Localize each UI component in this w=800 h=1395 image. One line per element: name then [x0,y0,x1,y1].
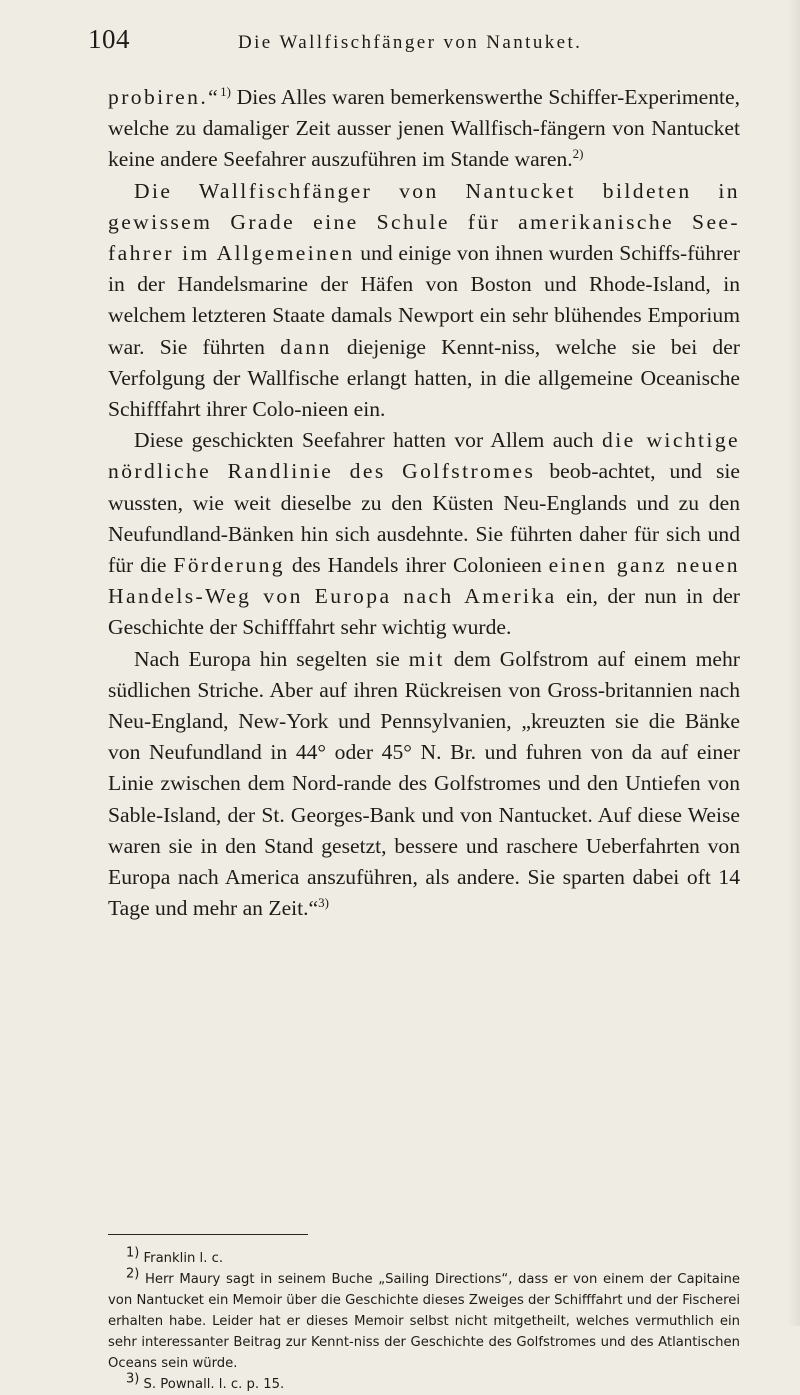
footnote-mark: 1) [126,1245,140,1261]
paragraph-3-text: Diese geschickten Seefahrer hatten vor Allem auch [134,428,603,453]
footnotes [108,1245,741,1395]
paragraph-1-text: Dies Alles waren bemerkenswerthe Schiffer-Experimente, welche zu damaliger Zeit ausser jenen Wallfisch-fängern von Nantucket keine andere Seefahrer auszuführen im Stande waren. [108,85,740,172]
footnote-mark: 2) [126,1266,140,1282]
footnote-text: Franklin l. c. [143,1251,224,1266]
footnote-1 [108,1245,740,1269]
footnote-3 [108,1371,740,1395]
emphasized-text: die wichtige nördliche Randlinie des Golfstromes [108,428,740,484]
emphasized-text: einen ganz neuen Handels-Weg von Europa nach Amerika [108,553,741,609]
emphasized-text: dann [280,334,332,359]
emphasized-text: Förderung [173,553,285,578]
page-edge-shadow [788,0,800,1326]
footnote-text: Herr Maury sagt in seinem Buche „Sailing Directions“, dass er von einem der Capitaine von Nantucket ein Memoir über die Geschichte dieses Zweiges der Schifffahrt und der Fischerei erhalten habe. Leider hat er dieses Memoir selbst nicht mitgetheilt, welches vermuthlich ein sehr interessanter Beitrag zur Kennt-niss der Geschichte des Golfstromes und des Atlantischen Oceans sein würde. [108,1272,741,1371]
paragraph-4-text: Nach Europa hin segelten sie [134,646,409,671]
paragraph-4 [108,644,740,925]
paragraph-3-text: des Handels ihrer Colonieen [284,553,549,578]
footnote-ref-3: 3) [318,895,329,911]
paragraph-3 [108,425,740,643]
page-header [88,24,738,64]
paragraph-2-text: und einige von ihnen wurden Schiffs-führer in der Handelsmarine der Häfen von Boston und Rhode-Island, in welchem letzteren Staate damals Newport ein sehr blühendes Emporium war. Sie führten [108,241,740,359]
footnote-text: S. Pownall. l. c. p. 15. [143,1377,285,1392]
emphasized-text: mit [408,646,445,671]
paragraph-2 [108,176,740,426]
spaced-word: probiren.“ [108,85,221,109]
paragraph-3-text: beob-achtet, und sie wussten, wie weit dieselbe zu den Küsten Neu-Englands und zu den Neufundland-Bänken hin sich ausdehnte. Sie führten daher für sich und für die [108,459,740,578]
footnote-ref-1: 1) [220,83,231,99]
footnote-divider [108,1234,308,1235]
body-text [108,82,740,924]
running-head: Die Wallfischfänger von Nantuket. [238,32,583,53]
paragraph-2-text: diejenige Kennt-niss, welche sie bei der Verfolgung der Wallfische erlangt hatten, in die allgemeine Oceanische Schifffahrt ihrer Colo-nieen ein. [108,334,740,422]
paragraph-3-text: ein, der nun in der Geschichte der Schifffahrt sehr wichtig wurde. [108,584,740,640]
footnote-mark: 3) [126,1371,140,1387]
footnote-2 [108,1266,741,1374]
paragraph-1 [108,82,740,176]
emphasized-text: Die Wallfischfänger von Nantucket bildeten in gewissem Grade eine Schule für amerikanische See-fahrer im Allgemeinen [108,178,740,266]
footnote-ref-2: 2) [572,146,584,162]
paragraph-4-text: dem Golfstrom auf einem mehr südlichen Striche. Aber auf ihren Rückreisen von Gross-britannien nach Neu-England, New-York und Pennsylvanien, „kreuzten sie die Bänke von Neufundland in 44° oder 45° N. Br. und fuhren von da auf einer Linie zwischen dem Nord-rande des Golfstromes und den Untiefen von Sable-Island, der St. Georges-Bank und von Nantucket. Auf diese Weise waren sie in den Stand gesetzt, bessere und raschere Ueberfahrten von Europa nach America anszuführen, als andere. Sie sparten dabei oft 14 Tage und mehr an Zeit.“ [108,646,740,921]
page-number: 104 [88,24,130,54]
